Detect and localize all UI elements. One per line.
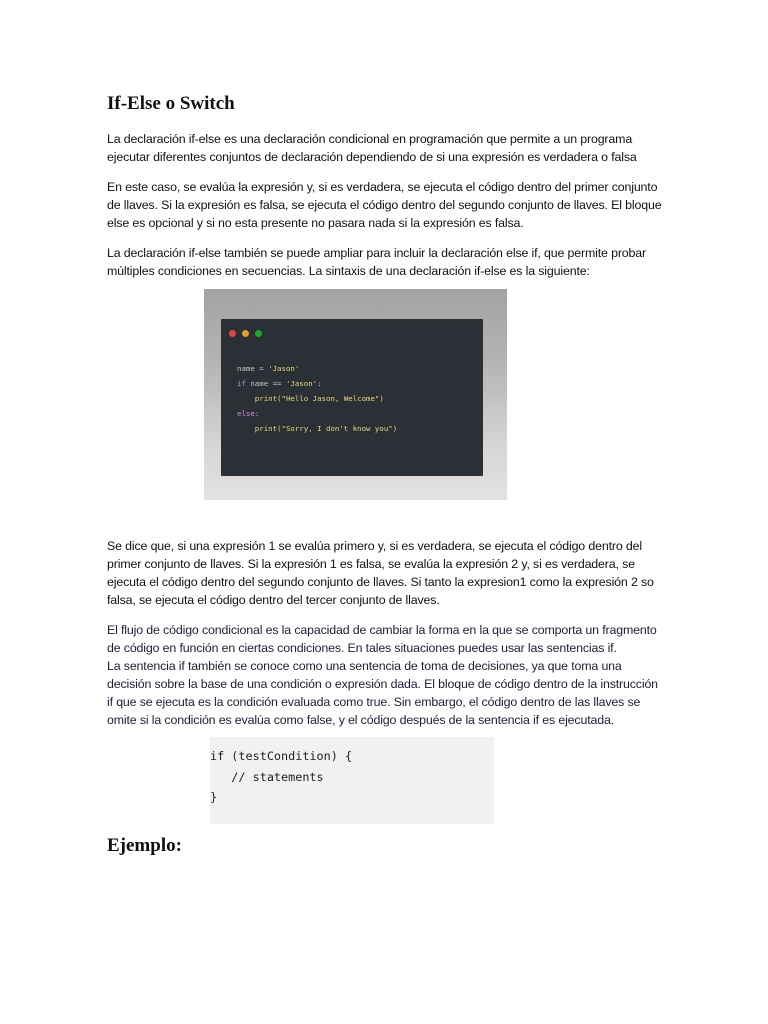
document-page [107, 92, 667, 858]
code-line-3: print("Hello Jason, Welcome") [237, 394, 384, 403]
example-heading: Ejemplo: [107, 835, 182, 856]
code-line-4: else: [237, 409, 260, 418]
code-screenshot-image [204, 289, 507, 500]
page-title: If-Else o Switch [107, 93, 235, 114]
code-line-5: print("Sorry, I don't know you") [237, 424, 398, 433]
paragraph-case: En este caso, se evalúa la expresión y, si es verdadera, se ejecuta el código dentro del primer conjunto de llaves. Si la expresión es falsa, se ejecuta el código dentro del segundo conjunto de llaves. El bloque else es opcional y si no esta presente no pasara nada si la expresión es falsa. [107, 180, 662, 230]
paragraph-decision: La sentencia if también se conoce como una sentencia de toma de decisiones, ya que toma una decisión sobre la base de una condición o expresión dada. El bloque de código dentro de la instrucción if que se ejecuta es la condición evaluada como true. Sin embargo, el código dentro de las llaves se omite si la condición es evalúa como false, y el código después de la sentencia if es ejecutada. [107, 659, 658, 727]
spacer [107, 500, 667, 537]
python-code-block [237, 361, 397, 436]
snippet-line-1: if (testCondition) { [210, 749, 353, 763]
paragraph-evaluation: Se dice que, si una expresión 1 se evalúa primero y, si es verdadera, se ejecuta el código dentro del primer conjunto de llaves. Si la expresión 1 es falsa, se evalúa la expresión 2 y, si es verdadera, se ejecuta el código dentro del segundo conjunto de llaves. Si tanto la expresion1 como la expresión 2 so falsa, se ejecuta el código dentro del tercer conjunto de llaves. [107, 539, 654, 607]
window-minimize-dot-icon [242, 330, 249, 337]
if-syntax-code-block [210, 737, 494, 824]
code-line-2: if name == 'Jason': [237, 379, 322, 388]
code-editor-window [221, 319, 483, 476]
paragraph-intro: La declaración if-else es una declaración condicional en programación que permite a un programa ejecutar diferentes conjuntos de declaración dependiendo de si una expresión es verdadera o falsa [107, 132, 637, 164]
code-line-1: name = 'Jason' [237, 364, 300, 373]
paragraph-else-if: La declaración if-else también se puede ampliar para incluir la declaración else if, que permite probar múltiples condiciones en secuencias. La sintaxis de una declaración if-else es la siguiente: [107, 246, 646, 278]
snippet-line-3: } [210, 790, 218, 804]
window-maximize-dot-icon [255, 330, 262, 337]
snippet-line-2: // statements [210, 769, 324, 784]
window-close-dot-icon [229, 330, 236, 337]
paragraph-flow: El flujo de código condicional es la capacidad de cambiar la forma en la que se comporta un fragmento de código en función en ciertas condiciones. En tales situaciones puedes usar las sentencias if. [107, 623, 657, 655]
